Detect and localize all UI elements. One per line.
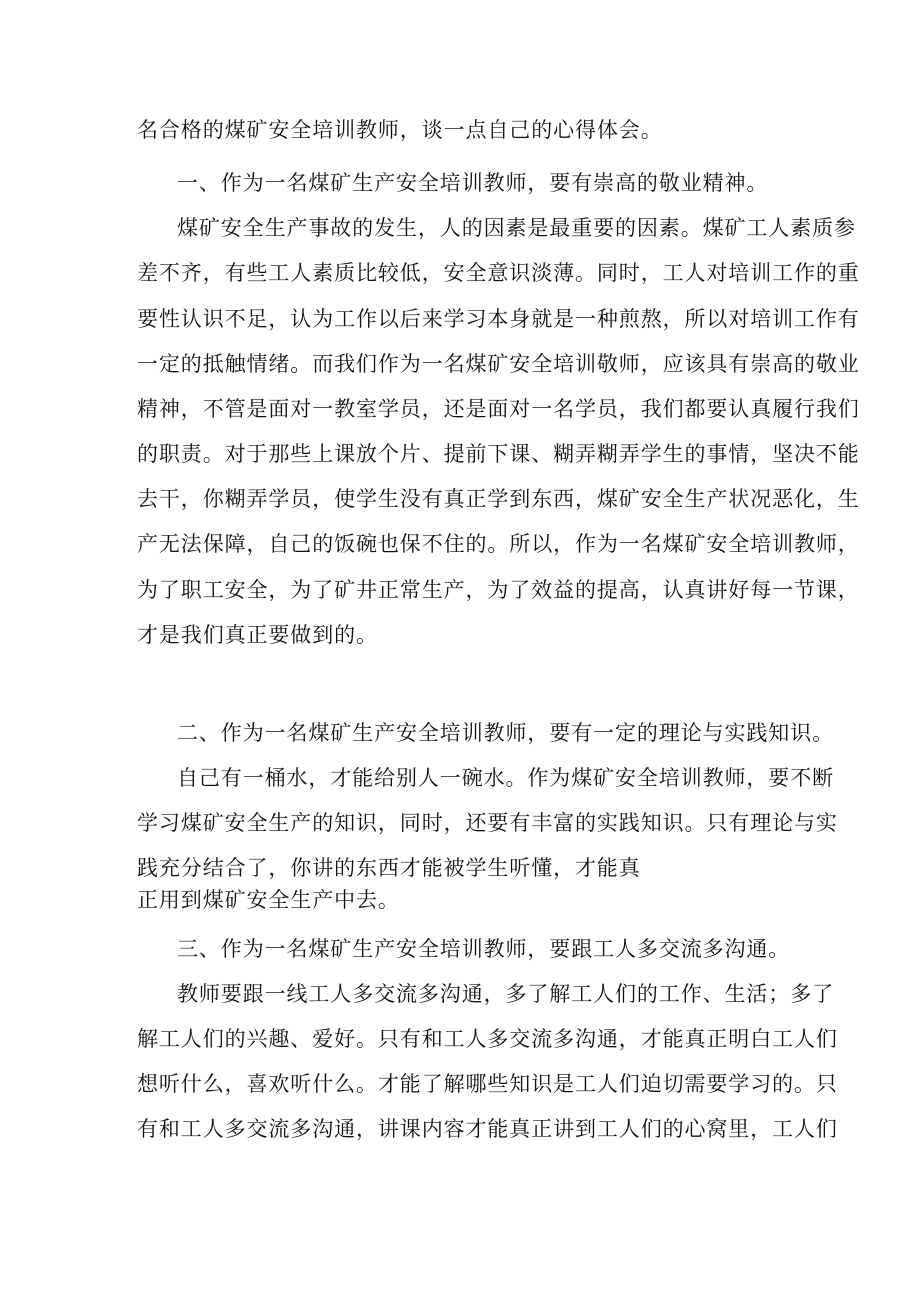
text-line: 践充分结合了，你讲的东西才能被学生听懂，才能真 bbox=[137, 856, 641, 880]
text-line: 教师要跟一线工人多交流多沟通，多了解工人们的工作、生活；多了 bbox=[177, 982, 834, 1006]
text-line: 为了职工安全，为了矿井正常生产，为了效益的提高，认真讲好每一节课， bbox=[137, 578, 860, 602]
text-line: 想听什么，喜欢听什么。才能了解哪些知识是工人们迫切需要学习的。只 bbox=[137, 1072, 838, 1096]
text-line: 去干，你糊弄学员，使学生没有真正学到东西，煤矿安全生产状况恶化，生 bbox=[137, 487, 860, 511]
text-line: 煤矿安全生产事故的发生，人的因素是最重要的因素。煤矿工人素质参 bbox=[177, 216, 856, 240]
text-line: 差不齐，有些工人素质比较低，安全意识淡薄。同时，工人对培训工作的重 bbox=[137, 261, 860, 285]
text-line: 有和工人多交流多沟通，讲课内容才能真正讲到工人们的心窝里，工人们 bbox=[137, 1117, 838, 1141]
section-heading-3: 三、作为一名煤矿生产安全培训教师，要跟工人多交流多沟通。 bbox=[177, 937, 791, 961]
text-line: 学习煤矿安全生产的知识，同时，还要有丰富的实践知识。只有理论与实 bbox=[137, 811, 838, 835]
text-line: 一定的抵触情绪。而我们作为一名煤矿安全培训敬师，应该具有崇高的敬业 bbox=[137, 352, 860, 376]
text-line: 名合格的煤矿安全培训教师，谈一点自己的心得体会。 bbox=[137, 118, 663, 142]
text-line: 精神，不管是面对一教室学员，还是面对一名学员，我们都要认真履行我们 bbox=[137, 397, 860, 421]
text-line: 才是我们真正要做到的。 bbox=[137, 623, 378, 647]
section-heading-2: 二、作为一名煤矿生产安全培训教师，要有一定的理论与实践知识。 bbox=[177, 721, 834, 745]
text-line: 要性认识不足，认为工作以后来学习本身就是一种煎熬，所以对培训工作有 bbox=[137, 307, 860, 331]
text-line: 自己有一桶水，才能给别人一碗水。作为煤矿安全培训教师，要不断 bbox=[177, 766, 834, 790]
text-line: 的职责。对于那些上课放个片、提前下课、糊弄糊弄学生的事情，坚决不能 bbox=[137, 442, 860, 466]
text-line: 产无法保障，自己的饭碗也保不住的。所以，作为一名煤矿安全培训教师， bbox=[137, 532, 860, 556]
text-line: 解工人们的兴趣、爱好。只有和工人多交流多沟通，才能真正明白工人们 bbox=[137, 1027, 838, 1051]
text-line: 正用到煤矿安全生产中去。 bbox=[137, 888, 400, 912]
section-heading-1: 一、作为一名煤矿生产安全培训教师，要有崇高的敬业精神。 bbox=[177, 171, 769, 195]
